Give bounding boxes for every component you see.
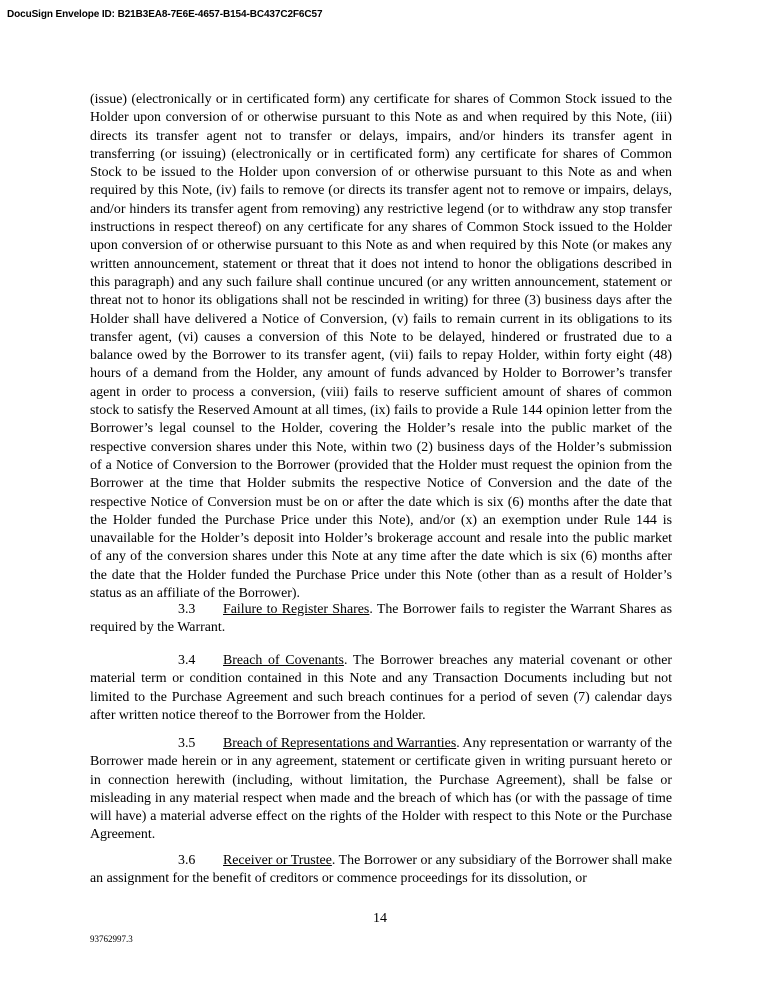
section-heading: Failure to Register Shares [223,602,370,617]
docusign-envelope-id: DocuSign Envelope ID: B21B3EA8-7E6E-4657-B154-BC437C2F6C57 [7,9,323,20]
section-heading: Breach of Covenants [223,653,344,668]
section-text: . The Borrower fails to register the Warrant Shares as required by the Warrant. [90,602,672,636]
section-number: 3.6 [178,853,196,868]
section-3-5 [90,735,672,845]
section-text: . The Borrower or any subsidiary of the Borrower shall make an assignment for the benefit of creditors or commence proceedings for its dissolution, or [90,853,672,887]
intro-text: (issue) (electronically or in certificated form) any certificate for shares of Common Stock issued to the Holder upon conversion of or otherwise pursuant to this Note as and when required by this Note, (iii) directs its transfer agent not to transfer or delays, impairs, and/or hinders its transfer agent in transferring (or issuing) (electronically or in certificated form) any certificate for shares of Common Stock to be issued to the Holder upon conversion of or otherwise pursuant to this Note as and when required by this Note, (iv) fails to remove (or directs its transfer agent not to remove or impairs, delays, and/or hinders its transfer agent from removing) any restrictive legend (or to withdraw any stop transfer instructions in respect thereof) on any certificate for any shares of Common Stock issued to the Holder upon conversion of or otherwise pursuant to this Note as and when required by this Note (or makes any written announcement, statement or threat that it does not intend to honor the obligations described in this paragraph) and any such failure shall continue uncured (or any written announcement, statement or threat not to honor its obligations shall not be rescinded in writing) for three (3) business days after the Holder shall have delivered a Notice of Conversion, (v) fails to remain current in its obligations to its transfer agent, (vi) causes a conversion of this Note to be delayed, hindered or frustrated due to a balance owed by the Borrower to its transfer agent, (vii) fails to repay Holder, within forty eight (48) hours of a demand from the Holder, any amount of funds advanced by Holder to Borrower’s transfer agent in order to process a conversion, (viii) fails to reserve sufficient amount of shares of common stock to satisfy the Reserved Amount at all times, (ix) fails to provide a Rule 144 opinion letter from the Borrower’s legal counsel to the Holder, covering the Holder’s resale into the public market of the respective conversion shares under this Note, within two (2) business days of the Holder’s submission of a Notice of Conversion to the Borrower (provided that the Holder must request the opinion from the Borrower at the time that Holder submits the respective Notice of Conversion and the date of the respective Notice of Conversion must be on or after the date which is six (6) months after the date that the Holder funded the Purchase Price under this Note), and/or (x) an exemption under Rule 144 is unavailable for the Holder’s deposit into Holder’s brokerage account and resale into the public market of any of the conversion shares under this Note at any time after the date which is six (6) months after the date that the Holder funded the Purchase Price under this Note (other than as a result of Holder’s status as an affiliate of the Borrower). [90,92,672,602]
section-heading: Receiver or Trustee [223,853,332,868]
page-number: 14 [373,911,387,926]
section-number: 3.4 [178,653,196,668]
section-3-3 [90,601,672,638]
section-text: . Any representation or warranty of the Borrower made herein or in any agreement, statement or certificate given in writing pursuant hereto or in connection herewith (including, without limitation, the Purchase Agreement), shall be false or misleading in any material respect when made and the breach of which has (or with the passage of time will have) a material adverse effect on the rights of the Holder with respect to this Note or the Purchase Agreement. [90,736,672,843]
section-heading: Breach of Representations and Warranties [223,736,457,751]
section-3-4 [90,652,672,725]
section-number: 3.3 [178,602,196,617]
section-3-6 [90,852,672,889]
document-number: 93762997.3 [90,934,133,944]
intro-paragraph [90,91,672,603]
section-number: 3.5 [178,736,196,751]
section-text: . The Borrower breaches any material covenant or other material term or condition contained in this Note and any Transaction Documents including but not limited to the Purchase Agreement and such breach continues for a period of seven (7) calendar days after written notice thereof to the Borrower from the Holder. [90,653,672,723]
